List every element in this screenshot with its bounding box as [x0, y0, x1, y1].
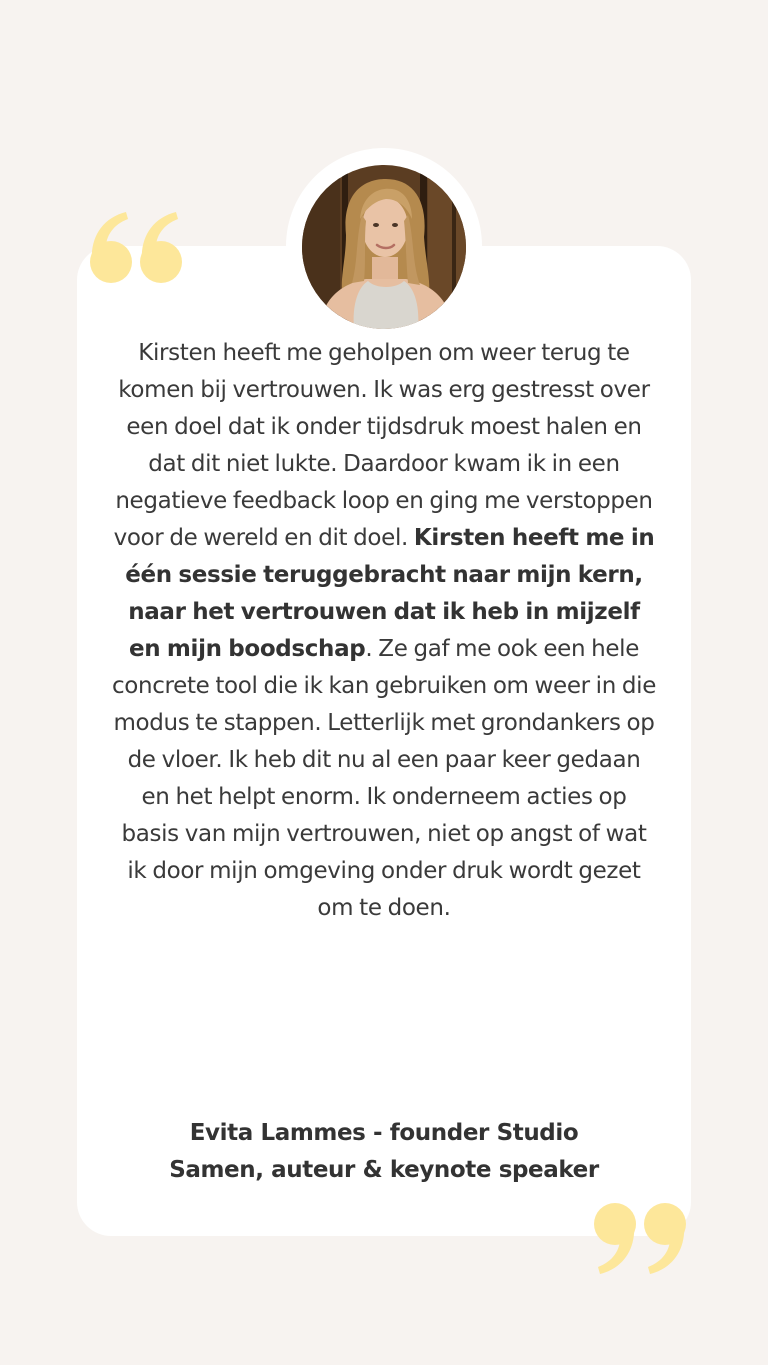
author-line-2: Samen, auteur & keynote speaker	[169, 1157, 599, 1183]
open-quote-icon	[86, 208, 190, 288]
testimonial-author	[112, 1115, 656, 1189]
close-quote-icon	[588, 1198, 692, 1278]
avatar	[302, 165, 466, 329]
testimonial-text-highlight: Kirsten heeft me in één sessie teruggebracht naar mijn kern, naar het vertrouwen dat ik heb in mijzelf en mijn boodschap	[125, 525, 655, 662]
testimonial-text-intro: Kirsten heeft me geholpen om weer terug te komen bij vertrouwen. Ik was erg gestresst over een doel dat ik onder tijdsdruk moest halen en dat dit niet lukte. Daardoor kwam ik in een negatieve feedback loop en ging me verstoppen voor de wereld en dit doel.	[113, 340, 653, 551]
testimonial-text	[112, 335, 656, 927]
testimonial-text-outro: . Ze gaf me ook een hele concrete tool die ik kan gebruiken om weer in die modus te stappen. Letterlijk met grondankers op de vloer. Ik heb dit nu al een paar keer gedaan en het helpt enorm. Ik onderneem acties op basis van mijn vertrouwen, niet op angst of wat ik door mijn omgeving onder druk wordt gezet om te doen.	[112, 636, 656, 921]
author-line-1: Evita Lammes - founder Studio	[189, 1120, 579, 1146]
